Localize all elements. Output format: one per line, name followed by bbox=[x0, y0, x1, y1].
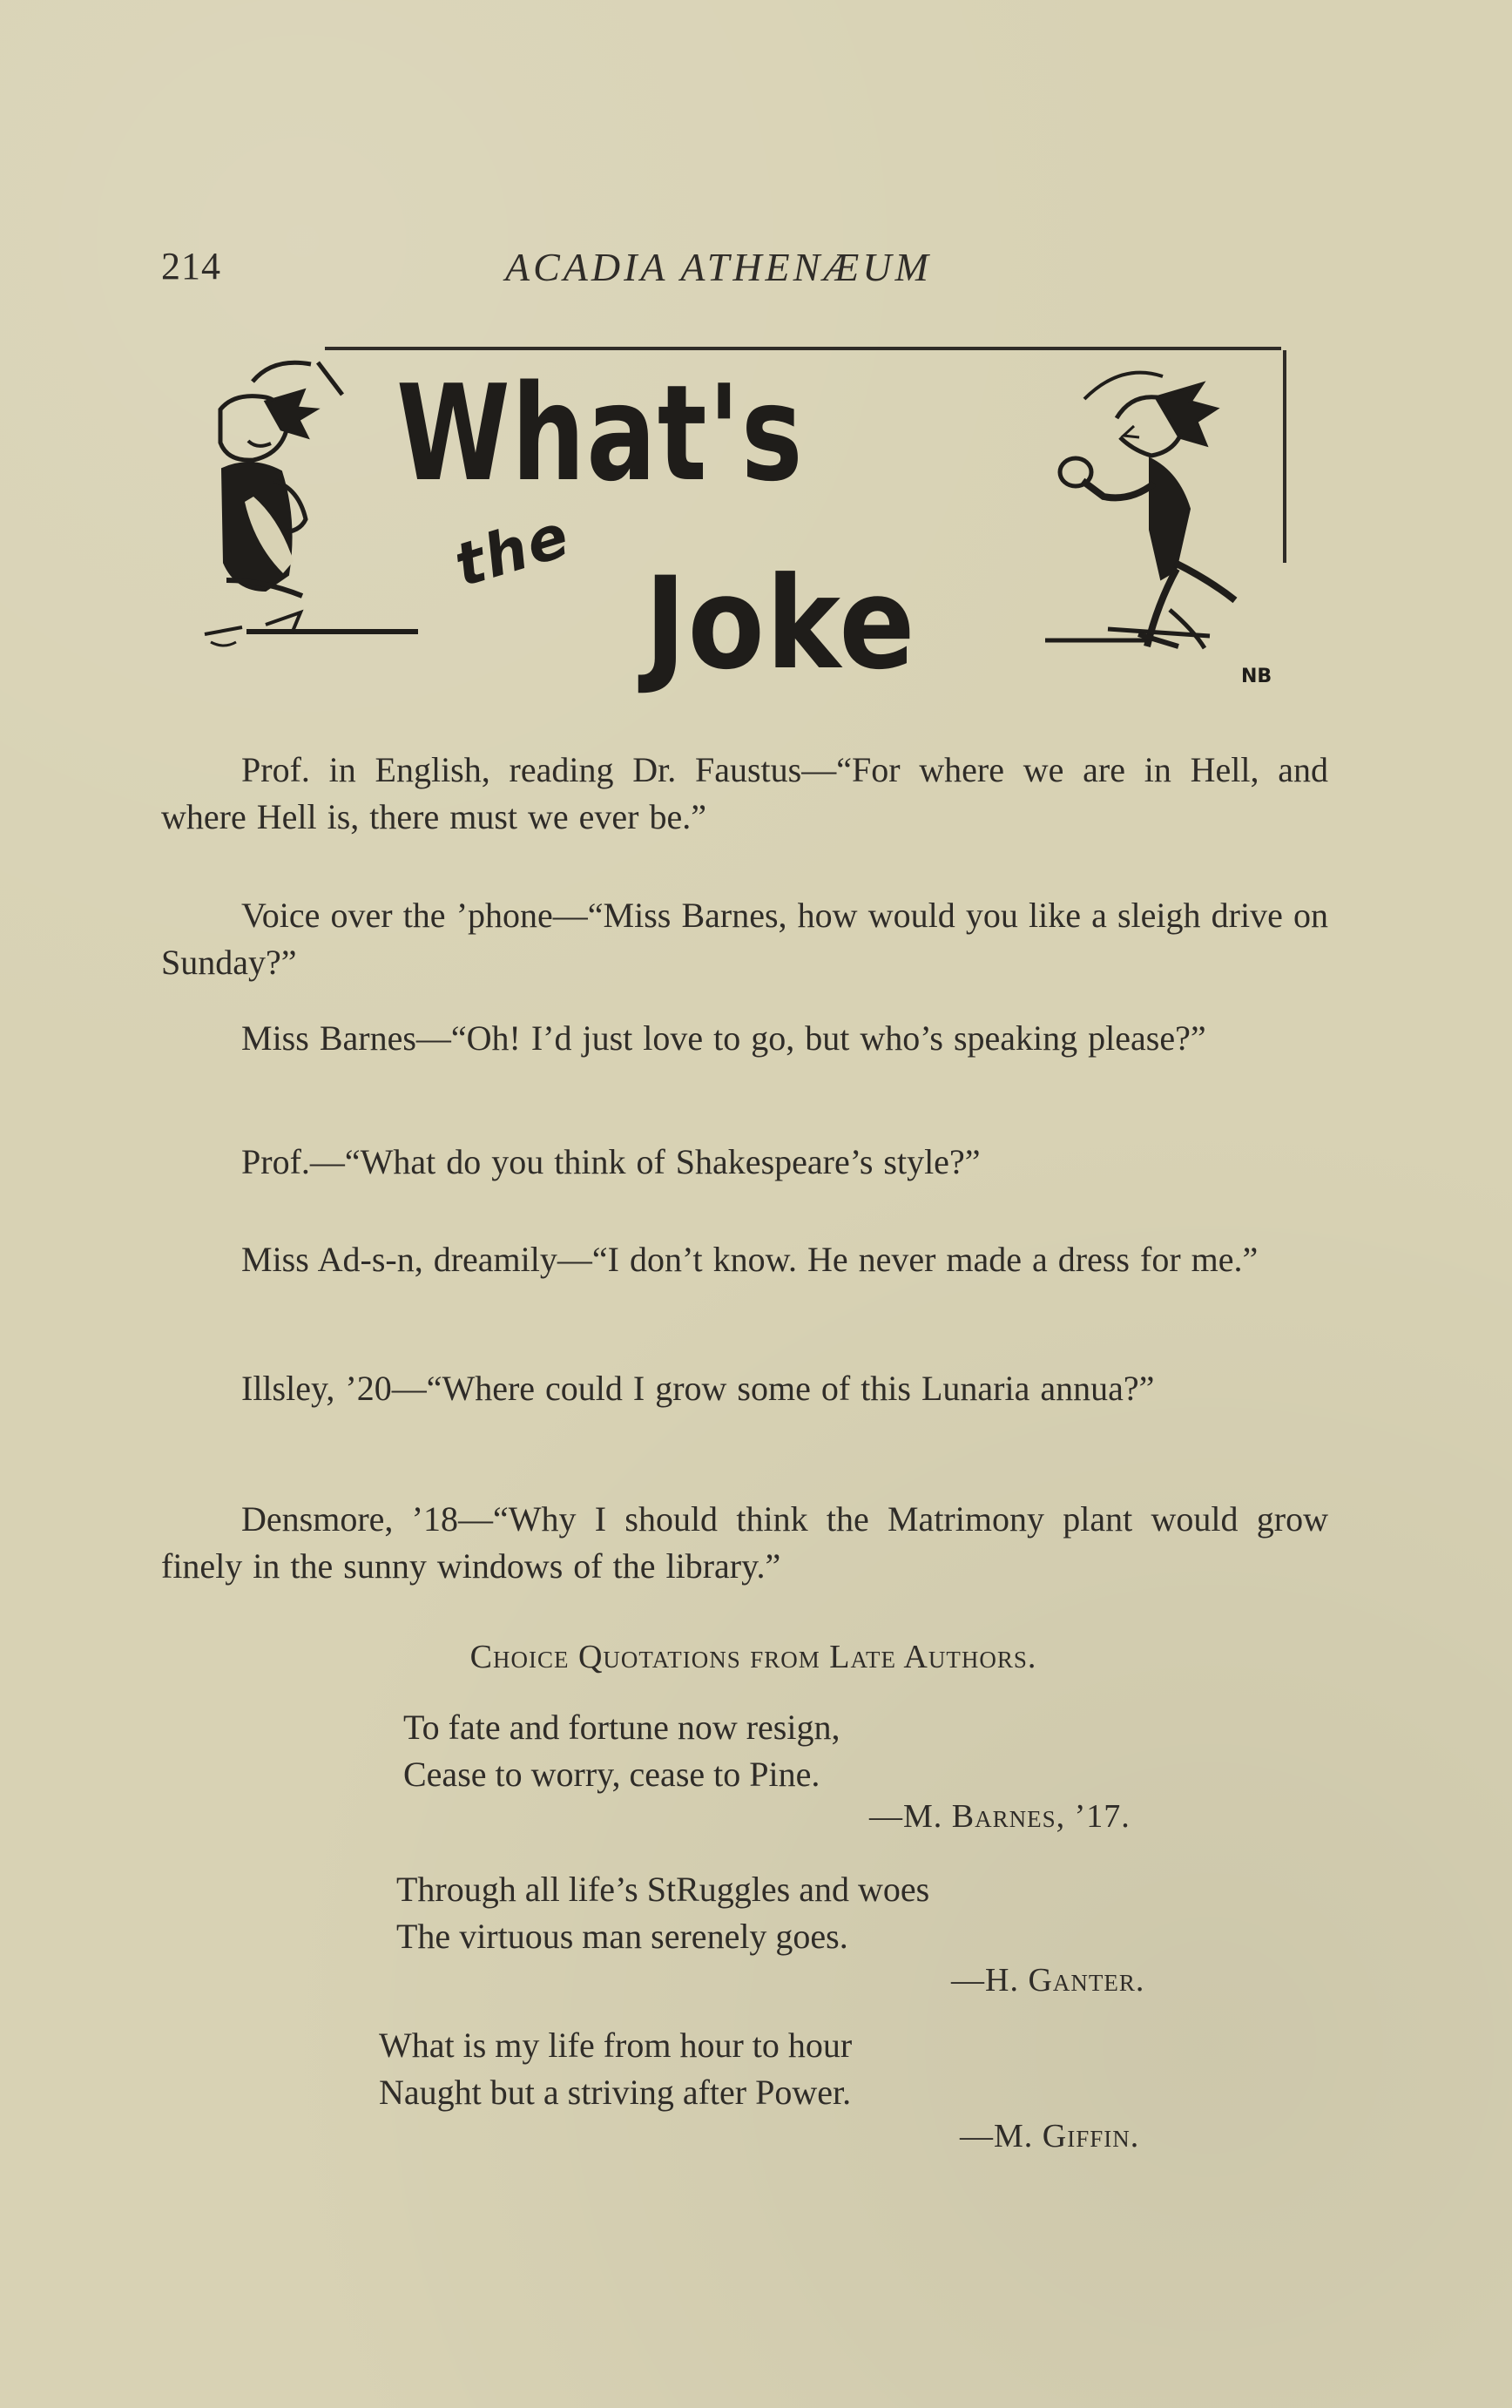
quotation-verse: What is my life from hour to hour Naught but a striving after Power. bbox=[379, 2026, 853, 2112]
masthead-joke: Joke bbox=[645, 550, 917, 698]
joke-paragraph: Miss Barnes—“Oh! I’d just love to go, but who’s speaking please?” bbox=[241, 1018, 1206, 1058]
joke-paragraph: Illsley, ’20—“Where could I grow some of this Lunaria annua?” bbox=[241, 1369, 1155, 1408]
masthead-whats: What's bbox=[396, 356, 805, 511]
right-caricature-icon bbox=[1045, 373, 1235, 648]
artist-monogram: NB bbox=[1241, 666, 1272, 687]
joke-paragraph: Densmore, ’18—“Why I should think the Matrimony plant would grow finely in the sunny windows of the library.” bbox=[161, 1499, 1328, 1586]
quotation-author: —M. Barnes, ’17. bbox=[869, 1798, 1131, 1835]
joke-paragraph: Prof.—“What do you think of Shakespeare’s style?” bbox=[241, 1142, 981, 1181]
quotation-author: —H. Ganter. bbox=[951, 1962, 1145, 1999]
whats-the-joke-masthead bbox=[205, 347, 1302, 721]
left-caricature-icon bbox=[205, 362, 418, 646]
quotations-heading: Choice Quotations from Late Authors. bbox=[469, 1639, 1037, 1675]
joke-paragraph: Prof. in English, reading Dr. Faustus—“For where we are in Hell, and where Hell is, there must we ever be.” bbox=[161, 750, 1328, 836]
page-header bbox=[161, 244, 1328, 296]
masthead-the: the bbox=[447, 501, 578, 601]
page-number: 214 bbox=[161, 245, 221, 287]
quotation-author: —M. Giffin. bbox=[960, 2118, 1140, 2154]
quotation-verse: Through all life’s StRuggles and woes The virtuous man serenely goes. bbox=[396, 1870, 930, 1956]
quotation-verse: To fate and fortune now resign, Cease to worry, cease to Pine. bbox=[403, 1708, 840, 1794]
joke-paragraph: Miss Ad-s-n, dreamily—“I don’t know. He never made a dress for me.” bbox=[241, 1240, 1259, 1279]
journal-title: ACADIA ATHENÆUM bbox=[505, 245, 932, 289]
joke-paragraph: Voice over the ’phone—“Miss Barnes, how would you like a sleigh drive on Sunday?” bbox=[161, 896, 1328, 982]
